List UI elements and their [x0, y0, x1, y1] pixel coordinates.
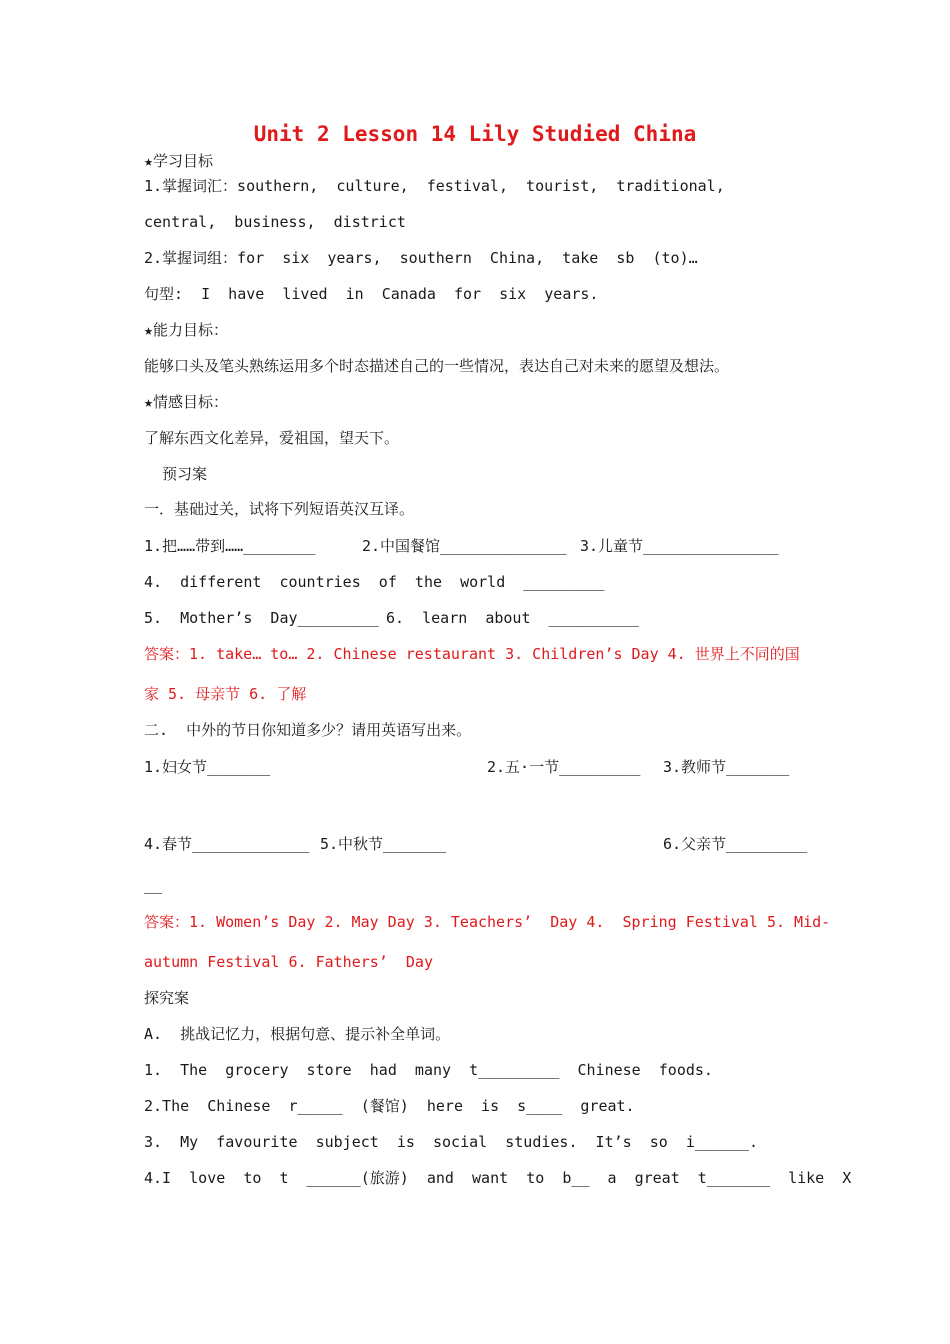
vocab-line-1: 1.掌握词汇：southern, culture, festival, tourist, traditional, — [144, 177, 725, 195]
part2-item-6: 6.父亲节_________ — [663, 835, 808, 853]
part1-item-4: 4. different countries of the world _________ — [144, 573, 605, 591]
part2-item-4: 4.春节_____________ — [144, 835, 310, 853]
part1-item-5: 5. Mother’s Day_________ — [144, 609, 379, 627]
study-objectives-heading: ★学习目标 — [144, 152, 214, 170]
part2-heading: 二. 中外的节日你知道多少？请用英语写出来。 — [144, 721, 472, 739]
question-4: 4.I love to t ______(旅游) and want to b__ a great t_______ like X — [144, 1169, 852, 1187]
part1-heading: 一．基础过关，试将下列短语英汉互译。 — [144, 500, 415, 518]
sentence-pattern-line: 句型: I have lived in Canada for six years. — [144, 285, 599, 303]
part2-item-1: 1.妇女节_______ — [144, 758, 271, 776]
part2-item-6-continuation: __ — [144, 876, 163, 894]
section-a-heading: A. 挑战记忆力，根据句意、提示补全单词。 — [144, 1025, 451, 1043]
explore-heading: 探究案 — [144, 989, 190, 1007]
vocab-line-2: central, business, district — [144, 213, 406, 231]
part1-item-1: 1.把……带到……________ — [144, 537, 316, 555]
document-title: Unit 2 Lesson 14 Lily Studied China — [253, 122, 697, 146]
part2-item-2: 2.五·一节_________ — [487, 758, 641, 776]
emotion-objectives-heading: ★情感目标： — [144, 393, 229, 411]
question-3: 3. My favourite subject is social studies. It’s so i______. — [144, 1133, 759, 1151]
ability-objectives-heading: ★能力目标： — [144, 321, 229, 339]
phrases-line: 2.掌握词组：for six years, southern China, take sb (to)… — [144, 249, 698, 267]
emotion-objectives-text: 了解东西文化差异，爱祖国，望天下。 — [144, 429, 400, 447]
part1-item-6: 6. learn about __________ — [386, 609, 639, 627]
answer2-line-1: 答案：1. Women’s Day 2. May Day 3. Teachers’ Day 4. Spring Festival 5. Mid- — [144, 913, 831, 931]
answer1-line-1: 答案：1. take… to… 2. Chinese restaurant 3. Children’s Day 4. 世界上不同的国 — [144, 645, 800, 663]
part2-item-5: 5.中秋节_______ — [320, 835, 447, 853]
part2-item-3: 3.教师节_______ — [663, 758, 790, 776]
question-1: 1. The grocery store had many t_________ Chinese foods. — [144, 1061, 713, 1079]
ability-objectives-text: 能够口头及笔头熟练运用多个时态描述自己的一些情况，表达自己对未来的愿望及想法。 — [144, 357, 730, 375]
answer2-line-2: autumn Festival 6. Fathers’ Day — [144, 953, 433, 971]
answer1-line-2: 家 5. 母亲节 6. 了解 — [144, 685, 307, 703]
part1-item-2: 2.中国餐馆______________ — [362, 537, 567, 555]
preview-heading: 预习案 — [162, 465, 208, 483]
part1-item-3: 3.儿童节_______________ — [580, 537, 779, 555]
question-2: 2.The Chinese r_____ (餐馆) here is s____ great. — [144, 1097, 635, 1115]
